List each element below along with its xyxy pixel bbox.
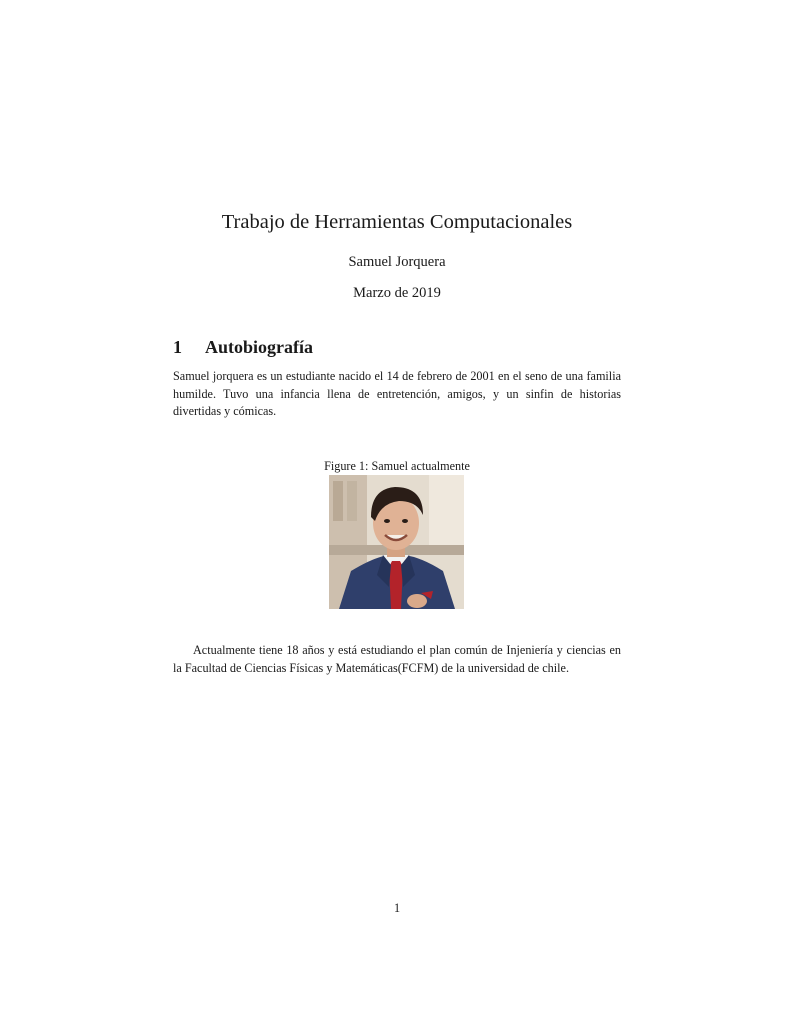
section-heading <box>173 334 313 360</box>
figure-caption: Figure 1: Samuel actualmente <box>324 459 470 473</box>
page-number: 1 <box>393 901 401 915</box>
section-title: Autobiografía <box>205 337 313 357</box>
portrait-illustration <box>329 475 464 609</box>
document-author: Samuel Jorquera <box>348 254 446 270</box>
document-title: Trabajo de Herramientas Computacionales <box>221 211 573 233</box>
section-number: 1 <box>173 337 182 357</box>
paragraph-autobiography: Samuel jorquera es un estudiante nacido el 14 de febrero de 2001 en el seno de una familia humilde. Tuvo una infancia llena de entretención, amigos, y un sinfin de historias divertidas y cómicas. <box>173 369 621 418</box>
document-date: Marzo de 2019 <box>353 285 441 301</box>
paragraph-current-studies: Actualmente tiene 18 años y está estudiando el plan común de Injeniería y ciencias en la Facultad de Ciencias Físicas y Matemáticas(FCFM) de la universidad de chile. <box>173 643 621 675</box>
portrait-photo <box>329 475 464 609</box>
